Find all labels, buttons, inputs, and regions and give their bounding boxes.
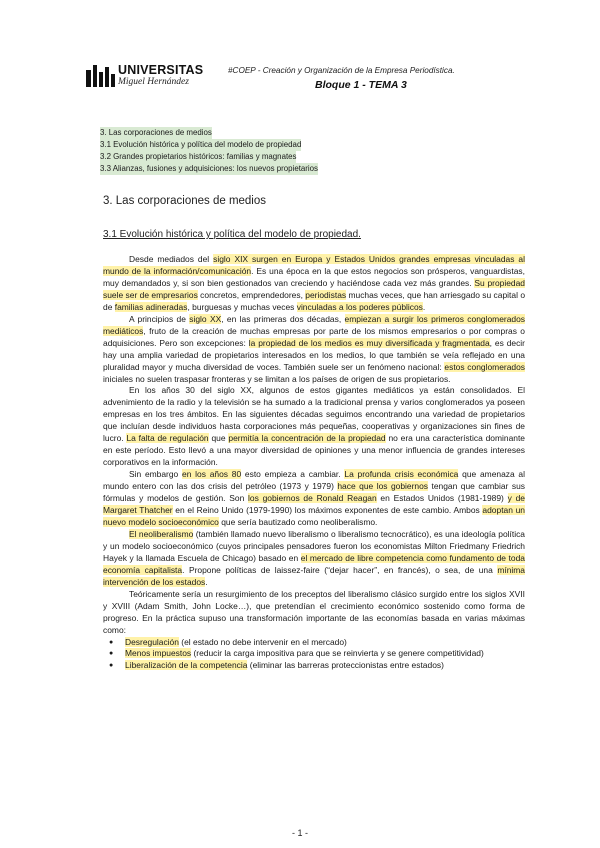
- section-title: 3. Las corporaciones de medios: [103, 195, 267, 207]
- toc-item: 3. Las corporaciones de medios: [100, 128, 212, 137]
- text-run: , en las primeras dos décadas,: [221, 313, 345, 324]
- page-number: - 1 -: [291, 828, 308, 838]
- text-run: que: [208, 433, 229, 444]
- table-of-contents: [100, 127, 325, 175]
- highlighted-text: Su propiedad suele ser de empresarios: [103, 277, 525, 300]
- text-run: , burguesas y muchas veces: [187, 301, 297, 312]
- text-run: tengan que cambiar sus fórmulas y modelos de gestión. Son: [103, 481, 525, 504]
- paragraph: [103, 314, 525, 386]
- paragraph: [103, 469, 525, 529]
- highlighted-text: el mercado de libre competencia como fundamento de toda economía capitalista: [103, 552, 525, 575]
- text-run: esto empieza a cambiar.: [241, 469, 345, 480]
- logo-title: UNIVERSITAS: [118, 63, 204, 77]
- text-run: que amenaza al mundo entero con las dos crisis del petróleo (1973 y 1979): [103, 469, 526, 492]
- text-run: (también llamado nuevo liberalismo o liberalismo tecnocrático), es una ideología política y un modelo socioeconómico (cuyos principales pensadores fueron los economistas Milton Friedmany Friedrich Hayek y la llamada Escuela de Chicago) basado en: [103, 528, 525, 563]
- text-run: A principios de: [129, 313, 190, 324]
- text-run: Desde mediados del: [129, 254, 214, 264]
- text-run: (reducir la carga impositiva para que se reinvierta y se genere competitividad): [191, 648, 484, 659]
- course-header: #COEP - Creación y Organización de la Empresa Periodística.: [228, 66, 455, 75]
- highlighted-text: mínima intervención de los estados: [103, 564, 525, 587]
- text-run: . Propone políticas de laissez-faire (“dejar hacer”, en francés), o sea, de una: [182, 564, 498, 575]
- text-run: Teóricamente sería un resurgimiento de los preceptos del liberalismo clásico surgido entre los siglos XVII y XVIII (Adam Smith, John Locke…), que pretendían el crecimiento económico sostenido como forma de progreso. En la práctica supuso una transformación importante de las economías basada en varias máximas como:: [103, 588, 525, 635]
- text-run: . Es una época en la que estos negocios son prósperos, vanguardistas, muy demandados y, si son bien gestionados van creciendo y haciéndose cada vez más grandes.: [103, 265, 525, 288]
- block-header: Bloque 1 - TEMA 3: [315, 79, 407, 91]
- highlighted-text: permitía la concentración de la propiedad: [228, 433, 386, 444]
- text-run: En los años 30 del siglo XX, algunos de estos gigantes mediáticos ya están consolidados. El advenimiento de la radio y la televisión se ha sumado a la tradicional prensa y varios conglomerados ya poseen empresas en los tres ámbitos. En las siguientes décadas seguimos encontrando una variedad de propietarios que incluían desde individuos hasta corporaciones más pequeñas, cooperativas y organizaciones sin fines de lucro.: [103, 385, 525, 444]
- highlighted-text: Desregulación: [125, 636, 179, 647]
- highlighted-text: Menos impuestos: [125, 648, 192, 659]
- text-run: iniciales no suelen traspasar fronteras y se limitan a los países de origen de sus propietarios.: [103, 373, 451, 384]
- bullet-item: [125, 660, 525, 672]
- text-run: (el estado no debe intervenir en el mercado): [178, 636, 347, 647]
- paragraph: [103, 385, 525, 469]
- highlighted-text: la propiedad de los medios es muy diversificada y fragmentada: [248, 337, 490, 348]
- highlighted-text: Liberalización de la competencia: [125, 660, 248, 671]
- subsection-title: 3.1 Evolución histórica y política del modelo de propiedad.: [103, 229, 361, 240]
- bullet-item: [125, 648, 525, 660]
- highlighted-text: y de Margaret Thatcher: [103, 493, 525, 516]
- text-run: no era una característica dominante en este período. Esto llevó a una mayor diversidad de opiniones y una menor influencia de grandes intereses corporativos en la información.: [103, 433, 525, 468]
- highlighted-text: vinculadas a los poderes públicos: [296, 301, 423, 312]
- highlighted-text: siglo XIX surgen en Europa y Estados Unidos grandes empresas vinculadas al mundo de la información/comunicación: [103, 254, 525, 276]
- paragraph: [103, 254, 525, 314]
- toc-item: 3.2 Grandes propietarios históricos: familias y magnates: [100, 151, 297, 161]
- bullet-list: [103, 637, 525, 673]
- highlighted-text: La falta de regulación: [126, 433, 209, 444]
- text-run: en el Reino Unido (1979-1990) los máximos exponentes de este cambio. Ambos: [172, 505, 483, 516]
- highlighted-text: adoptan un nuevo modelo socioeconómico: [103, 505, 525, 527]
- text-run: Sin embargo: [129, 469, 183, 480]
- text-run: concretos, emprendedores,: [197, 289, 306, 300]
- toc-item: 3.3 Alianzas, fusiones y adquisiciones: los nuevos propietarios: [100, 163, 318, 173]
- text-run: .: [422, 301, 426, 312]
- text-run: , fruto de la creación de muchas empresas por parte de los mismos empresarios o por compras o adquisiciones. Pero son excepciones:: [103, 325, 525, 348]
- highlighted-text: periodistas: [305, 289, 347, 300]
- highlighted-text: familias adineradas: [114, 301, 188, 312]
- highlighted-text: estos conglomerados: [444, 361, 525, 372]
- text-run: muchas veces, que han arriesgado su capital o de: [103, 289, 526, 312]
- highlighted-text: La profunda crisis económica: [344, 469, 459, 480]
- logo-subtitle: Miguel Hernández: [118, 77, 189, 87]
- text-run: .: [205, 576, 208, 587]
- university-logo-icon: [86, 63, 116, 94]
- toc-item: 3.1 Evolución histórica y política del modelo de propiedad: [100, 139, 302, 149]
- paragraph: [103, 589, 525, 637]
- highlighted-text: en los años 80: [182, 469, 242, 480]
- text-run: (eliminar las barreras proteccionistas entre estados): [247, 660, 444, 671]
- text-run: , es decir hay una amplia variedad de propietarios interesados en los medios, lo que también se veía reflejado en una pluralidad mayor y mucha diversidad de voces. También suele ser un fenómeno nacional:: [103, 337, 525, 372]
- paragraph: [103, 529, 525, 589]
- text-run: en Estados Unidos (1981-1989): [376, 493, 508, 504]
- highlighted-text: empiezan a surgir los primeros conglomerados mediáticos: [103, 313, 525, 336]
- bullet-item: [125, 637, 525, 649]
- body-text: [103, 254, 525, 672]
- highlighted-text: El neoliberalismo: [129, 528, 194, 539]
- highlighted-text: siglo XX: [189, 313, 222, 324]
- highlighted-text: los gobiernos de Ronald Reagan: [248, 493, 377, 504]
- text-run: que sería bautizado como neoliberalismo.: [218, 516, 378, 527]
- highlighted-text: hace que los gobiernos: [337, 481, 429, 492]
